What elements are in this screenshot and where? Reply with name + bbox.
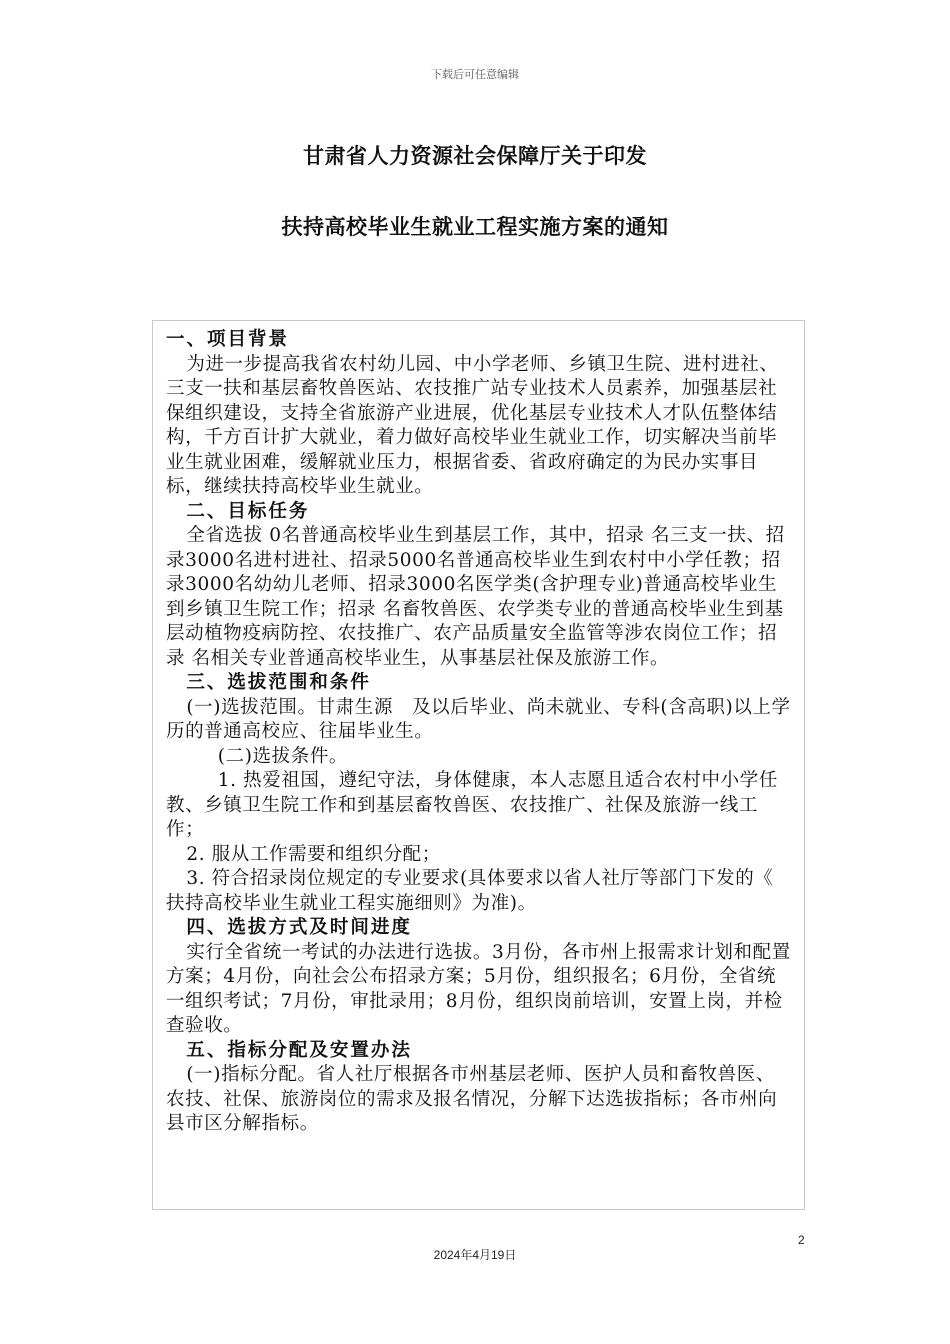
paragraph-background: 为进一步提高我省农村幼儿园、中小学老师、乡镇卫生院、进村进社、三支一扶和基层畜牧兽医站、农技推广站专业技术人员素养，加强基层社保组织建设，支持全省旅游产业进展，优化基层专业技术人才队伍整体结构，千方百计扩大就业，着力做好高校毕业生就业工作，切实解决当前毕业生就业困难，缓解就业压力，根据省委、省政府确定的为民办实事目标，继续扶持高校毕业生就业。 [166, 353, 779, 497]
section-heading-method: 四、选拔方式及时间进度 [186, 917, 412, 938]
condition-item-2: 2. 服从工作需要和组织分配； [186, 843, 441, 865]
paragraph-conditions-title: (二)选拔条件。 [217, 745, 349, 767]
section-heading-allocation: 五、指标分配及安置办法 [186, 1039, 412, 1061]
footer-date: 2024年4月19日 [433, 1248, 517, 1262]
paragraph-method: 实行全省统一考试的办法进行选拔。3月份，各市州上报需求计划和配置方案；4月份，向社会公布招录方案；5月份，组织报名；6月份，全省统一组织考试；7月份，审批录用；8月份，组织岗前培训，安置上岗，并检查验收。 [166, 941, 791, 1036]
document-body [166, 328, 792, 1137]
section-heading-scope: 三、选拔范围和条件 [186, 672, 371, 693]
condition-item-1: 1. 热爱祖国，遵纪守法，身体健康，本人志愿且适合农村中小学任教、乡镇卫生院工作和到基层畜牧兽医、农技推广、社保及旅游一线工作； [166, 770, 778, 840]
section-heading-goals: 二、目标任务 [186, 500, 310, 522]
document-title-line-2: 扶持高校毕业生就业工程实施方案的通知 [281, 215, 669, 239]
section-heading-background: 一、项目背景 [166, 329, 290, 350]
condition-item-3: 3. 符合招录岗位规定的专业要求(具体要求以省人社厅等部门下发的《 扶持高校毕业生就业工程实施细则》为准)。 [166, 868, 774, 914]
header-note: 下载后可任意编辑 [431, 68, 519, 81]
paragraph-allocation: (一)指标分配。省人社厅根据各市州基层老师、医护人员和畜牧兽医、农技、社保、旅游岗位的需求及报名情况，分解下达选拔指标；各市州向县市区分解指标。 [166, 1064, 778, 1134]
paragraph-scope: (一)选拔范围。甘肃生源 及以后毕业、尚未就业、专科(含高职)以上学历的普通高校应、往届毕业生。 [166, 696, 791, 742]
page-number: 2 [798, 1233, 805, 1247]
paragraph-goals: 全省选拔 0名普通高校毕业生到基层工作，其中，招录 名三支一扶、招录3000名进村进社、招录5000名普通高校毕业生到农村中小学任教；招录3000名幼幼儿老师、招录3000名医学类(含护理专业)普通高校毕业生到乡镇卫生院工作；招录 名畜牧兽医、农学类专业的普通高校毕业生到基层动植物疫病防控、农技推广、农产品质量安全监管等涉农岗位工作；招录 名相关专业普通高校毕业生，从事基层社保及旅游工作。 [166, 525, 785, 669]
document-title-line-1: 甘肃省人力资源社会保障厅关于印发 [303, 144, 647, 168]
